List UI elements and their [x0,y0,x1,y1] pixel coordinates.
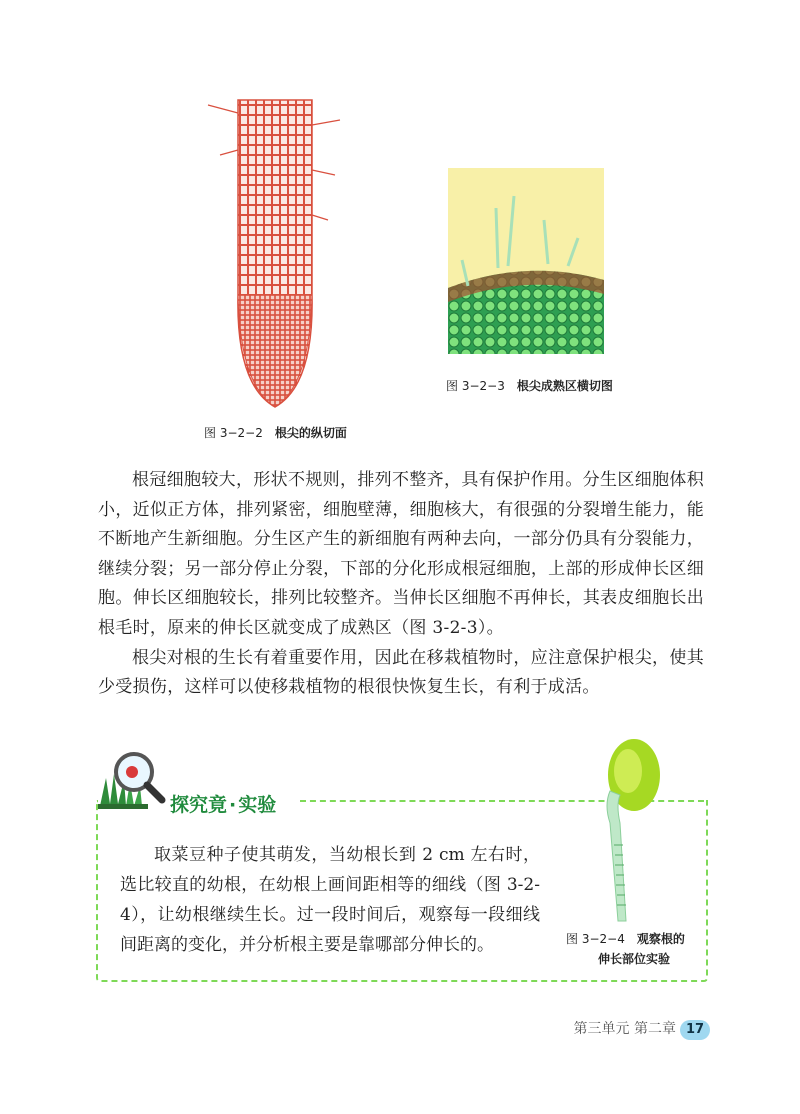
body-text [98,466,704,703]
experiment-text: 取菜豆种子使其萌发，当幼根长到 2 cm 左右时，选比较直的幼根，在幼根上画间距相等的细线（图 3-2-4），让幼根继续生长。过一段时间后，观察每一段细线间距离的变化，并分析根主要是靠哪部分伸长的。 [120,845,540,955]
figure-number: 图 3−2−2 [204,426,263,440]
figure-title-line2: 伸长部位实验 [598,952,671,966]
chapter-label: 第三单元 第二章 [573,1021,676,1037]
figure-title: 根尖成熟区横切图 [516,379,613,393]
experiment-title-main: 探究竟 [170,794,228,816]
paragraph-2: 根尖对根的生长有着重要作用，因此在移栽植物时，应注意保护根尖，使其少受损伤，这样可以使移栽植物的根很快恢复生长，有利于成活。 [98,647,704,698]
figure-caption-3-2-4-line2 [598,950,670,967]
page-number: 17 [680,1020,710,1040]
experiment-title-sub: 实验 [238,794,277,816]
figure-title-line1: 观察根的 [636,932,685,946]
figure-number: 图 3−2−4 [566,932,625,946]
figure-caption-3-2-3 [446,377,613,394]
root-tip-longitudinal-section-image [200,95,350,415]
figure-caption-3-2-2 [204,424,347,441]
experiment-title-dot: · [229,794,237,816]
mature-zone-cross-section-image [448,168,604,354]
figure-title: 根尖的纵切面 [274,426,347,440]
paragraph-1: 根冠细胞较大，形状不规则，排列不整齐，具有保护作用。分生区细胞体积小，近似正方体，排列紧密，细胞壁薄，细胞核大，有很强的分裂增生能力，能不断地产生新细胞。分生区产生的新细胞有两种去向，一部分仍具有分裂能力，继续分裂；另一部分停止分裂，下部的分化形成根冠细胞，上部的形成伸长区细胞。伸长区细胞较长，排列比较整齐。当伸长区细胞不再伸长，其表皮细胞长出根毛时，原来的伸长区就变成了成熟区（图 3-2-3）。 [98,470,704,638]
bean-seedling-image [590,735,670,925]
figure-caption-3-2-4 [566,930,685,947]
figure-number: 图 3−2−3 [446,379,505,393]
